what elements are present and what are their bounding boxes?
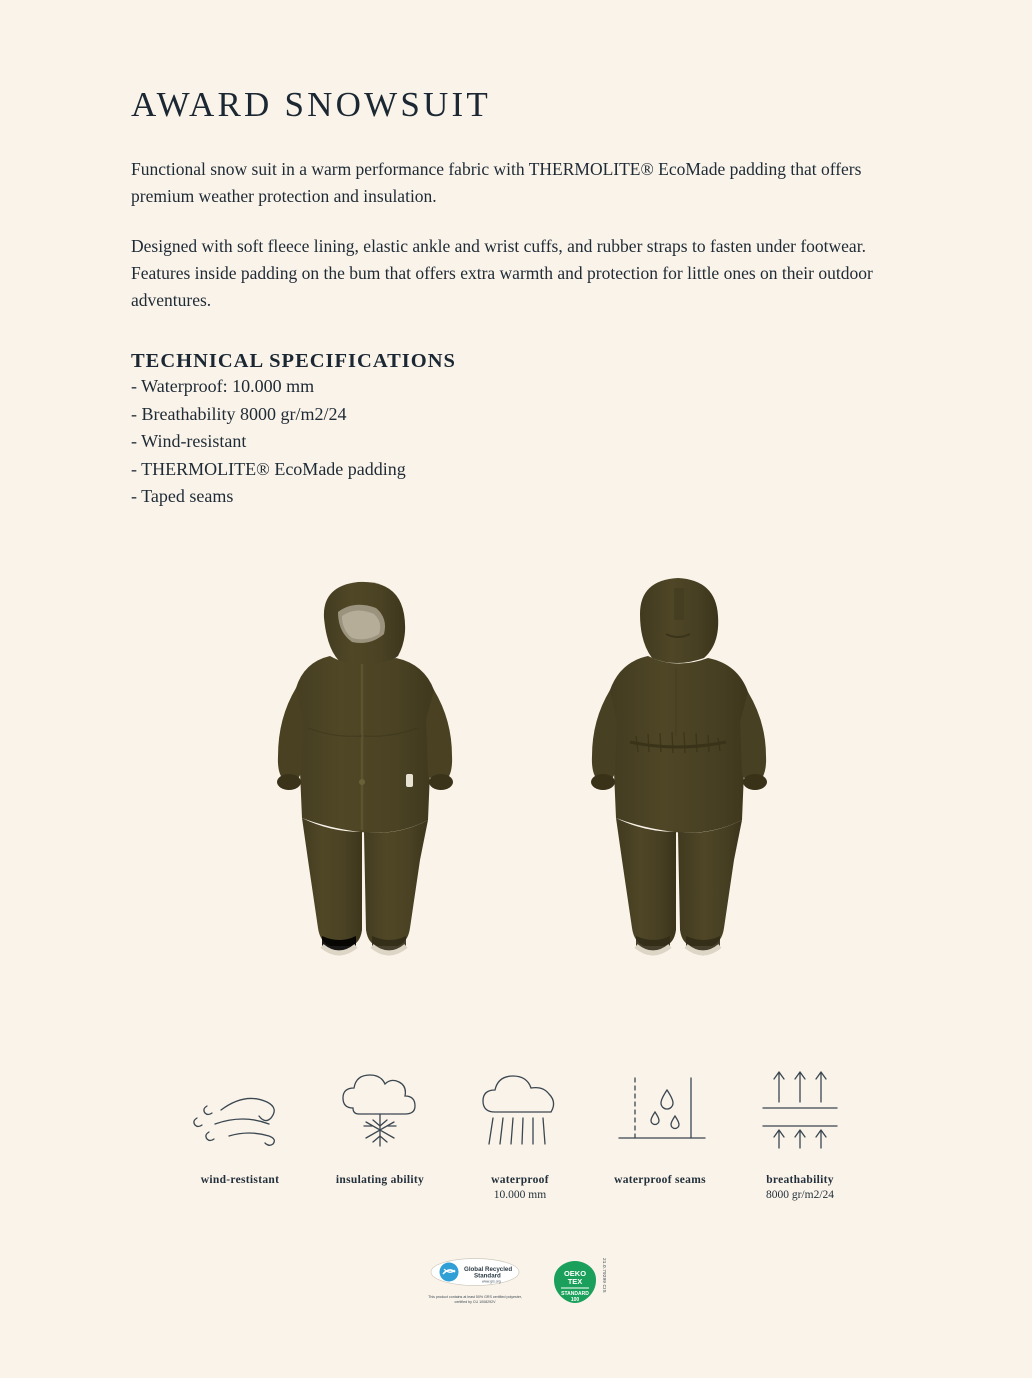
grs-badge-icon bbox=[428, 1258, 522, 1288]
feature-wind-resistant bbox=[170, 1060, 310, 1189]
rain-cloud-icon bbox=[450, 1060, 590, 1152]
technical-specifications-heading: TECHNICAL SPECIFICATIONS bbox=[131, 350, 456, 372]
feature-waterproof-seams bbox=[590, 1060, 730, 1189]
wind-icon bbox=[170, 1060, 310, 1152]
snowsuit-front-image bbox=[238, 560, 488, 980]
feature-waterproof bbox=[450, 1060, 590, 1201]
intro-paragraph-2: Designed with soft fleece lining, elastic ankle and wrist cuffs, and rubber straps to fasten under footwear. Features inside padding on the bum that offers extra warmth and protection for little ones on their outdoor adventures. bbox=[131, 235, 873, 310]
intro-paragraph-1: Functional snow suit in a warm performance fabric with THERMOLITE® EcoMade padding that offers premium weather protection and insulation. bbox=[131, 158, 862, 206]
certification-logos bbox=[0, 1258, 1032, 1306]
feature-label: waterproof bbox=[491, 1174, 549, 1186]
breathability-arrows-icon bbox=[730, 1060, 870, 1152]
snowflake-cloud-icon bbox=[310, 1060, 450, 1152]
feature-label: breathability bbox=[766, 1174, 834, 1186]
feature-label: waterproof seams bbox=[614, 1174, 706, 1186]
feature-sub: 8000 gr/m2/24 bbox=[765, 1189, 835, 1201]
svg-text:www.grs.org: www.grs.org bbox=[482, 1279, 501, 1284]
feature-icon-row bbox=[170, 1060, 870, 1201]
grs-logo bbox=[425, 1258, 525, 1305]
svg-text:Global Recycled: Global Recycled bbox=[464, 1266, 513, 1273]
spec-item: - Breathability 8000 gr/m2/24 bbox=[131, 403, 347, 424]
svg-text:STANDARD: STANDARD bbox=[561, 1291, 589, 1297]
feature-breathability bbox=[730, 1060, 870, 1201]
oeko-tex-badge-icon bbox=[551, 1258, 599, 1306]
page-title: AWARD SNOWSUIT bbox=[131, 85, 491, 125]
svg-text:TEX: TEX bbox=[567, 1277, 583, 1286]
oeko-tex-logo bbox=[551, 1258, 607, 1306]
feature-label: wind-restistant bbox=[200, 1174, 280, 1186]
spec-item: - Taped seams bbox=[131, 486, 234, 506]
svg-text:OEKO: OEKO bbox=[563, 1269, 587, 1278]
oeko-tex-certificate-number: 21.0.79299 CIS bbox=[602, 1258, 607, 1293]
technical-specifications-list bbox=[131, 373, 731, 511]
svg-text:100: 100 bbox=[570, 1297, 580, 1303]
grs-caption: This product contains at least 50% GRS certified polyester, certified by CU 1008292V bbox=[428, 1295, 522, 1304]
seam-droplet-icon bbox=[590, 1060, 730, 1152]
spec-item: - Waterproof: 10.000 mm bbox=[131, 376, 315, 396]
svg-text:Standard: Standard bbox=[474, 1272, 501, 1280]
product-image-gallery bbox=[0, 560, 1032, 1000]
snowsuit-back-image bbox=[552, 560, 802, 980]
feature-label: insulating ability bbox=[335, 1174, 425, 1186]
spec-item: - Wind-resistant bbox=[131, 431, 247, 451]
spec-item: - THERMOLITE® EcoMade padding bbox=[131, 458, 406, 479]
feature-sub: 10.000 mm bbox=[493, 1189, 547, 1201]
feature-insulating-ability bbox=[310, 1060, 450, 1189]
